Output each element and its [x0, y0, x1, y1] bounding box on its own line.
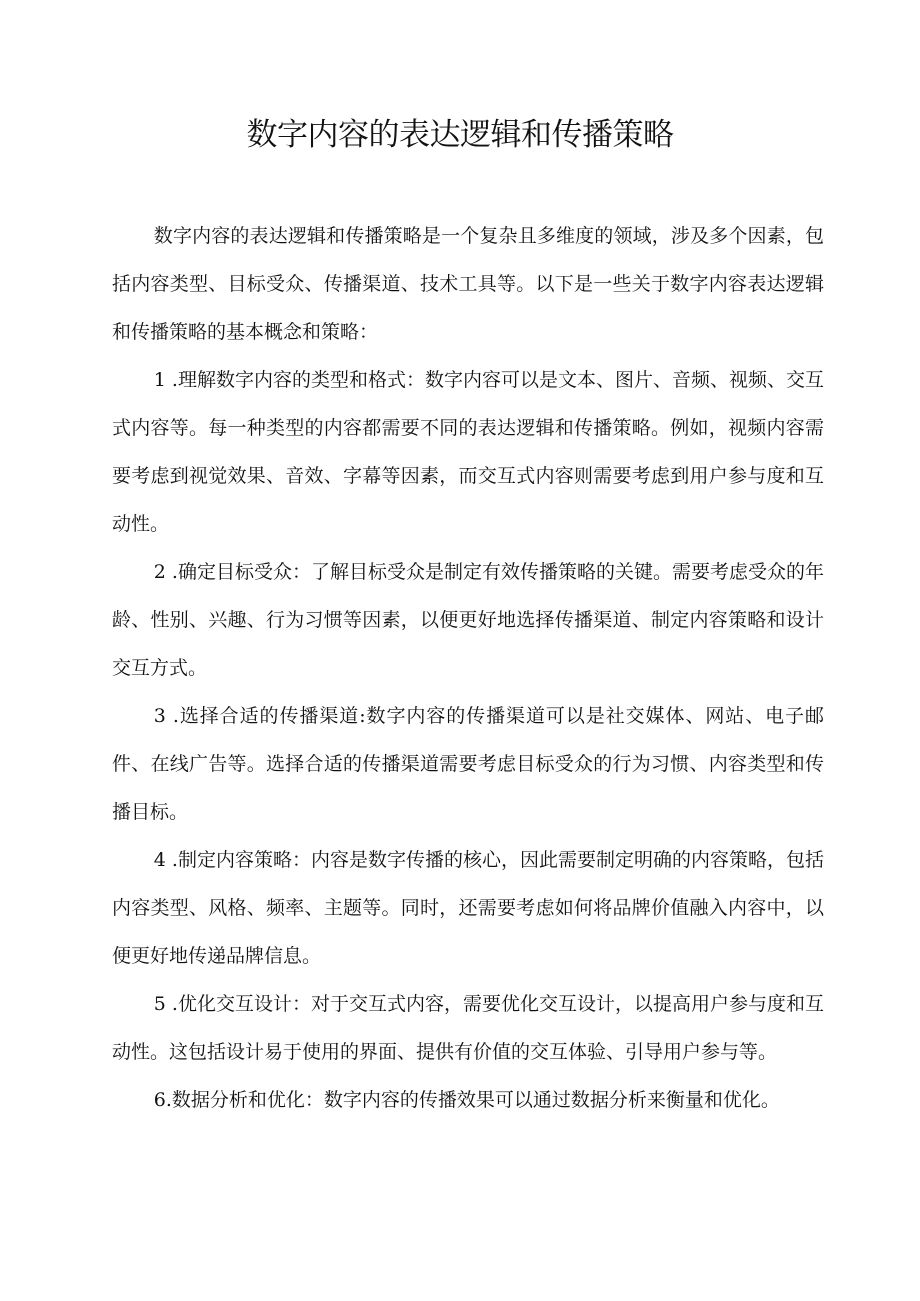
point-paragraph-2: 2 .确定目标受众：了解目标受众是制定有效传播策略的关键。需要考虑受众的年龄、性别、兴趣、行为习惯等因素，以便更好地选择传播渠道、制定内容策略和设计交互方式。: [112, 561, 824, 679]
intro-paragraph: 数字内容的表达逻辑和传播策略是一个复杂且多维度的领域，涉及多个因素，包括内容类型、目标受众、传播渠道、技术工具等。以下是一些关于数字内容表达逻辑和传播策略的基本概念和策略：: [112, 225, 824, 343]
point-paragraph-6: 6.数据分析和优化：数字内容的传播效果可以通过数据分析来衡量和优化。: [153, 1089, 780, 1111]
point-paragraph-3: 3 .选择合适的传播渠道:数字内容的传播渠道可以是社交媒体、网站、电子邮件、在线广告等。选择合适的传播渠道需要考虑目标受众的行为习惯、内容类型和传播目标。: [112, 705, 824, 823]
point-paragraph-5: 5 .优化交互设计：对于交互式内容，需要优化交互设计，以提高用户参与度和互动性。这包括设计易于使用的界面、提供有价值的交互体验、引导用户参与等。: [112, 993, 824, 1063]
point-paragraph-4: 4 .制定内容策略：内容是数字传播的核心，因此需要制定明确的内容策略，包括内容类型、风格、频率、主题等。同时，还需要考虑如何将品牌价值融入内容中，以便更好地传递品牌信息。: [112, 849, 824, 967]
point-paragraph-1: 1 .理解数字内容的类型和格式：数字内容可以是文本、图片、音频、视频、交互式内容等。每一种类型的内容都需要不同的表达逻辑和传播策略。例如，视频内容需要考虑到视觉效果、音效、字幕等因素，而交互式内容则需要考虑到用户参与度和互动性。: [112, 369, 824, 535]
document-title: 数字内容的表达逻辑和传播策略: [246, 117, 674, 153]
document-body: [112, 212, 824, 1124]
